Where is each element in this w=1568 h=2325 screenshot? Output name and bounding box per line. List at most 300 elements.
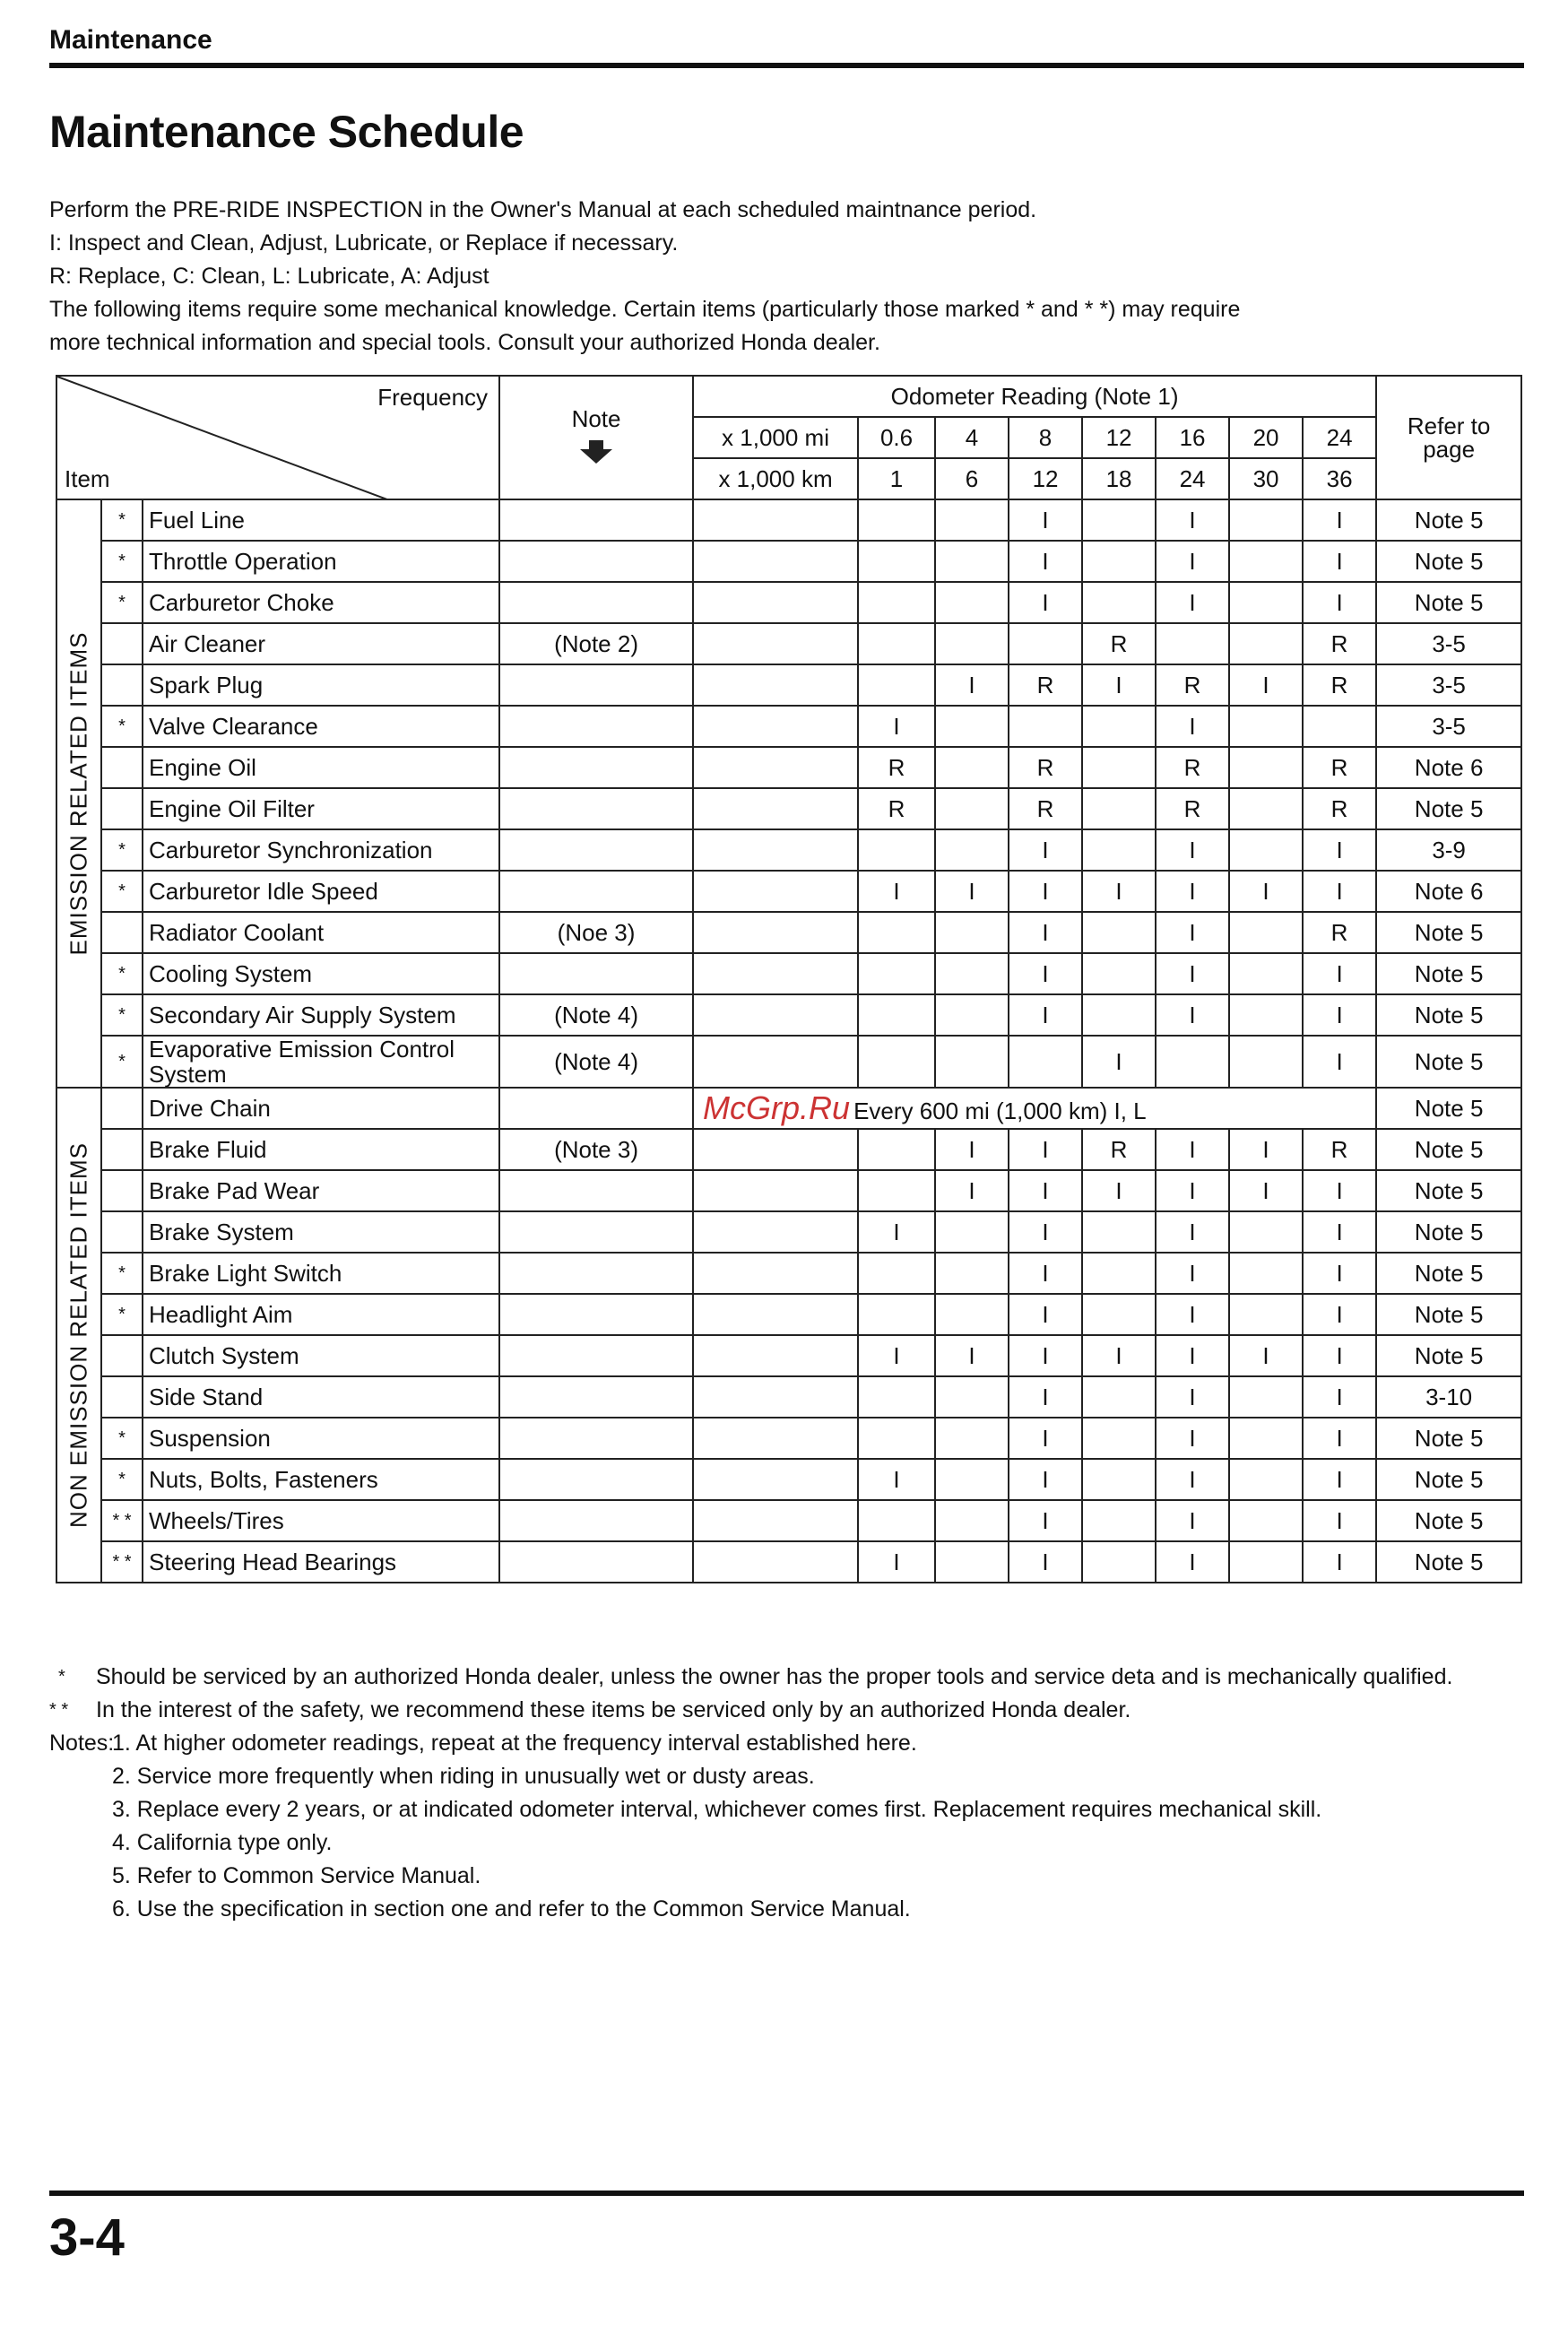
interval-cell [858, 1500, 935, 1541]
interval-cell [858, 953, 935, 994]
interval-cell [1082, 829, 1156, 871]
mi-value: 12 [1082, 417, 1156, 458]
interval-cell: I [1303, 994, 1376, 1036]
interval-cell: I [1009, 1500, 1082, 1541]
interval-cell: I [1156, 994, 1229, 1036]
interval-cell: I [1082, 664, 1156, 706]
interval-cell: I [1303, 953, 1376, 994]
interval-cell: R [1156, 664, 1229, 706]
interval-cell: I [858, 871, 935, 912]
interval-cell [1082, 1253, 1156, 1294]
interval-cell [1082, 994, 1156, 1036]
interval-cell [935, 1500, 1009, 1541]
note-cell [499, 706, 693, 747]
item-name: Nuts, Bolts, Fasteners [143, 1459, 499, 1500]
blank-cell [693, 1376, 858, 1418]
interval-cell: I [1156, 582, 1229, 623]
intro-line: Perform the PRE-RIDE INSPECTION in the Owner's Manual at each scheduled maintnance period. [49, 197, 1037, 222]
table-row [56, 1459, 1521, 1500]
item-name: Brake System [143, 1211, 499, 1253]
refer-page-cell: Note 5 [1376, 1088, 1521, 1129]
interval-cell [1082, 747, 1156, 788]
interval-cell: R [1303, 788, 1376, 829]
interval-cell [1082, 582, 1156, 623]
interval-cell [935, 994, 1009, 1036]
refer-page-cell: Note 5 [1376, 541, 1521, 582]
service-mark [101, 1335, 143, 1376]
interval-cell [1229, 953, 1303, 994]
note-cell [499, 871, 693, 912]
interval-cell [1082, 1459, 1156, 1500]
interval-cell: I [1156, 1129, 1229, 1170]
interval-cell: I [1303, 829, 1376, 871]
item-name: Valve Clearance [143, 706, 499, 747]
interval-cell [1009, 623, 1082, 664]
interval-cell: I [1303, 1294, 1376, 1335]
interval-cell: I [1156, 1211, 1229, 1253]
interval-cell: I [1303, 1036, 1376, 1088]
item-name: Air Cleaner [143, 623, 499, 664]
mi-value: 20 [1229, 417, 1303, 458]
interval-cell [1009, 706, 1082, 747]
interval-cell [1229, 541, 1303, 582]
mi-value: 0.6 [858, 417, 935, 458]
note-cell: (Noe 3) [499, 912, 693, 953]
interval-cell [1229, 1500, 1303, 1541]
note-cell: (Note 2) [499, 623, 693, 664]
service-mark: * [101, 1036, 143, 1088]
service-mark [101, 912, 143, 953]
frequency-label: Frequency [377, 384, 489, 411]
note-cell [499, 499, 693, 541]
interval-cell: R [858, 747, 935, 788]
table-row [56, 582, 1521, 623]
interval-cell: I [1009, 1335, 1082, 1376]
item-name: Engine Oil [143, 747, 499, 788]
note-cell [499, 788, 693, 829]
km-value: 18 [1082, 458, 1156, 499]
blank-cell [693, 623, 858, 664]
item-label: Item [65, 465, 110, 492]
item-name: Fuel Line [143, 499, 499, 541]
km-value: 12 [1009, 458, 1082, 499]
blank-cell [693, 1541, 858, 1583]
interval-cell [1082, 541, 1156, 582]
intro-line: R: Replace, C: Clean, L: Lubricate, A: Adjust [49, 264, 489, 289]
intro-line: more technical information and special tools. Consult your authorized Honda dealer. [49, 330, 880, 355]
interval-cell: I [1009, 499, 1082, 541]
blank-cell [693, 1335, 858, 1376]
interval-cell [935, 623, 1009, 664]
blank-cell [693, 1500, 858, 1541]
item-name: Engine Oil Filter [143, 788, 499, 829]
interval-cell: I [1303, 871, 1376, 912]
footnote-double-star [49, 1694, 1555, 1727]
interval-cell [1082, 1211, 1156, 1253]
interval-cell [935, 1294, 1009, 1335]
item-name: Spark Plug [143, 664, 499, 706]
note-cell [499, 1335, 693, 1376]
blank-cell [693, 1459, 858, 1500]
blank-cell [693, 1418, 858, 1459]
table-row [56, 1211, 1521, 1253]
table-row [56, 871, 1521, 912]
interval-cell [1229, 1376, 1303, 1418]
interval-cell: I [1229, 664, 1303, 706]
interval-cell: I [1303, 1211, 1376, 1253]
mi-value: 8 [1009, 417, 1082, 458]
interval-cell: I [1303, 1500, 1376, 1541]
note-cell [499, 1500, 693, 1541]
blank-cell [693, 747, 858, 788]
interval-cell [935, 829, 1009, 871]
note-cell [499, 953, 693, 994]
notes-label: Notes: [49, 1731, 115, 1756]
table-row [56, 1500, 1521, 1541]
table-row [56, 829, 1521, 871]
interval-cell: I [1009, 1418, 1082, 1459]
footnote-text: Should be serviced by an authorized Honda dealer, unless the owner has the proper tools and service deta and is mechanically qualified. [96, 1664, 1453, 1689]
note-cell [499, 1541, 693, 1583]
table-row [56, 1170, 1521, 1211]
interval-cell: I [1156, 1335, 1229, 1376]
interval-cell: I [1303, 1459, 1376, 1500]
service-mark: * [101, 829, 143, 871]
refer-page-cell: 3-9 [1376, 829, 1521, 871]
service-mark: * * [101, 1541, 143, 1583]
note-cell [499, 829, 693, 871]
refer-page-cell: Note 5 [1376, 1335, 1521, 1376]
service-mark: * [101, 994, 143, 1036]
refer-page-cell: Note 5 [1376, 1459, 1521, 1500]
interval-cell: I [858, 1459, 935, 1500]
item-name: Brake Pad Wear [143, 1170, 499, 1211]
service-mark: * [101, 953, 143, 994]
table-row [56, 706, 1521, 747]
blank-cell [693, 1129, 858, 1170]
interval-cell: I [1009, 829, 1082, 871]
item-name: Radiator Coolant [143, 912, 499, 953]
refer-page-cell: 3-5 [1376, 706, 1521, 747]
service-mark: * [101, 582, 143, 623]
interval-cell: I [1009, 912, 1082, 953]
item-name: Drive Chain [143, 1088, 499, 1129]
table-row [56, 664, 1521, 706]
refer-page-cell: Note 5 [1376, 912, 1521, 953]
schedule-rows [56, 499, 1521, 1583]
interval-cell [858, 664, 935, 706]
refer-page-cell: Note 5 [1376, 1541, 1521, 1583]
interval-cell: I [935, 664, 1009, 706]
interval-cell [858, 1253, 935, 1294]
interval-cell [858, 1170, 935, 1211]
note-cell: (Note 3) [499, 1129, 693, 1170]
interval-cell: I [1009, 871, 1082, 912]
service-mark [101, 747, 143, 788]
interval-cell: I [1156, 1376, 1229, 1418]
interval-cell: I [1156, 706, 1229, 747]
service-mark [101, 1088, 143, 1129]
interval-cell [935, 1253, 1009, 1294]
item-name: Carburetor Synchronization [143, 829, 499, 871]
mi-label: x 1,000 mi [693, 417, 858, 458]
service-mark [101, 1211, 143, 1253]
item-name: Side Stand [143, 1376, 499, 1418]
interval-cell: I [1156, 1541, 1229, 1583]
note-item: 6. Use the specification in section one and refer to the Common Service Manual. [112, 1896, 911, 1922]
service-mark: * [101, 1253, 143, 1294]
blank-cell [693, 664, 858, 706]
table-row [56, 912, 1521, 953]
interval-cell [935, 788, 1009, 829]
refer-page-cell: Note 5 [1376, 1170, 1521, 1211]
interval-cell: I [1156, 1418, 1229, 1459]
refer-page-cell: Note 5 [1376, 788, 1521, 829]
table-row [56, 1129, 1521, 1170]
interval-cell: I [1229, 1129, 1303, 1170]
interval-cell [1082, 1294, 1156, 1335]
service-mark: * [101, 871, 143, 912]
odometer-header: Odometer Reading (Note 1) [693, 376, 1376, 417]
interval-cell: I [1009, 953, 1082, 994]
refer-page-cell: Note 5 [1376, 1129, 1521, 1170]
interval-cell: I [1156, 912, 1229, 953]
interval-cell: R [1303, 1129, 1376, 1170]
interval-cell: I [1009, 1129, 1082, 1170]
interval-cell: I [1009, 1541, 1082, 1583]
item-name-line: Evaporative Emission Control [149, 1036, 455, 1063]
interval-cell [858, 1376, 935, 1418]
interval-cell [935, 912, 1009, 953]
footnote-single-star [49, 1661, 1555, 1694]
blank-cell [693, 1211, 858, 1253]
asterisk-mark: * [58, 1667, 65, 1687]
blank-cell [693, 912, 858, 953]
interval-cell: I [858, 706, 935, 747]
service-mark: * [101, 499, 143, 541]
interval-cell: R [1082, 1129, 1156, 1170]
interval-cell: I [1009, 1294, 1082, 1335]
group-label: NON EMISSION RELATED ITEMS [65, 1141, 92, 1529]
interval-cell [1229, 1541, 1303, 1583]
interval-cell: I [1082, 1036, 1156, 1088]
table-row [56, 1541, 1521, 1583]
note-cell [499, 1459, 693, 1500]
interval-cell: I [1082, 1170, 1156, 1211]
item-name: Carburetor Idle Speed [143, 871, 499, 912]
interval-cell [1229, 582, 1303, 623]
interval-cell [858, 1129, 935, 1170]
refer-page-cell: Note 5 [1376, 1211, 1521, 1253]
interval-cell: I [1009, 1459, 1082, 1500]
note-cell: (Note 4) [499, 994, 693, 1036]
interval-cell: I [858, 1541, 935, 1583]
interval-cell [1229, 1253, 1303, 1294]
refer-page-cell: Note 5 [1376, 1294, 1521, 1335]
refer-page-cell: Note 5 [1376, 1418, 1521, 1459]
interval-cell: I [1156, 871, 1229, 912]
interval-cell: I [1229, 1335, 1303, 1376]
blank-cell [693, 1036, 858, 1088]
note-cell [499, 1211, 693, 1253]
interval-cell: I [1156, 1253, 1229, 1294]
table-row [56, 1253, 1521, 1294]
mi-value: 24 [1303, 417, 1376, 458]
interval-cell [935, 706, 1009, 747]
interval-cell [1229, 1211, 1303, 1253]
interval-cell: R [1009, 664, 1082, 706]
interval-cell: I [1009, 1253, 1082, 1294]
service-mark [101, 1376, 143, 1418]
refer-page-cell: 3-5 [1376, 623, 1521, 664]
refer-page-cell: Note 5 [1376, 994, 1521, 1036]
note-cell [499, 1418, 693, 1459]
item-name: Carburetor Choke [143, 582, 499, 623]
intro-line: The following items require some mechanical knowledge. Certain items (particularly those marked * and * *) may require [49, 297, 1241, 322]
interval-cell [1082, 499, 1156, 541]
interval-cell [1229, 747, 1303, 788]
table-row [56, 1294, 1521, 1335]
note-item: 2. Service more frequently when riding in unusually wet or dusty areas. [112, 1764, 815, 1789]
interval-cell: I [1156, 829, 1229, 871]
note-cell [499, 1088, 693, 1129]
interval-cell [1082, 912, 1156, 953]
blank-cell [693, 541, 858, 582]
interval-cell [1156, 623, 1229, 664]
table-row [56, 1418, 1521, 1459]
interval-cell [935, 747, 1009, 788]
table-row [56, 1376, 1521, 1418]
interval-text: Every 600 mi (1,000 km) I, L [853, 1097, 1147, 1124]
note-item: 4. California type only. [112, 1830, 333, 1855]
double-asterisk-mark: * * [49, 1700, 69, 1720]
interval-cell [1229, 1036, 1303, 1088]
interval-cell: I [1009, 1376, 1082, 1418]
item-name: Clutch System [143, 1335, 499, 1376]
item-name: Headlight Aim [143, 1294, 499, 1335]
blank-cell [693, 706, 858, 747]
section-label: Maintenance [49, 25, 212, 55]
interval-cell: R [1303, 912, 1376, 953]
bottom-rule [49, 2191, 1524, 2196]
table-row [56, 1335, 1521, 1376]
refer-page-cell: Note 6 [1376, 871, 1521, 912]
interval-cell [1229, 788, 1303, 829]
interval-cell: I [1156, 1294, 1229, 1335]
interval-cell [1082, 1500, 1156, 1541]
table-row [56, 1088, 1521, 1129]
interval-cell: R [1082, 623, 1156, 664]
interval-cell: I [1303, 1418, 1376, 1459]
interval-cell: I [1009, 1170, 1082, 1211]
interval-cell [858, 1294, 935, 1335]
interval-cell: I [1229, 871, 1303, 912]
table-row [56, 623, 1521, 664]
service-mark [101, 623, 143, 664]
note-cell: (Note 4) [499, 1036, 693, 1088]
item-name-line: System [149, 1061, 227, 1088]
service-mark [101, 1129, 143, 1170]
blank-cell [693, 994, 858, 1036]
interval-cell: I [858, 1335, 935, 1376]
interval-cell [1009, 1036, 1082, 1088]
blank-cell [693, 1253, 858, 1294]
note-item: 1. At higher odometer readings, repeat at the frequency interval established here. [112, 1731, 917, 1756]
interval-cell: R [1303, 664, 1376, 706]
note-cell [499, 582, 693, 623]
table-row [56, 994, 1521, 1036]
interval-cell [1082, 953, 1156, 994]
note-cell [499, 1294, 693, 1335]
interval-cell: R [1303, 623, 1376, 664]
refer-page-cell: 3-5 [1376, 664, 1521, 706]
note-cell [499, 541, 693, 582]
interval-cell: I [1303, 1335, 1376, 1376]
interval-cell [1303, 706, 1376, 747]
frequency-item-header [56, 376, 499, 499]
interval-cell: I [1009, 582, 1082, 623]
drive-chain-interval [693, 1088, 1376, 1129]
interval-cell [858, 582, 935, 623]
service-mark: * [101, 1418, 143, 1459]
refer-header: Refer to page [1376, 376, 1521, 499]
note-item: 3. Replace every 2 years, or at indicated odometer interval, whichever comes first. Replacement requires mechanical skill. [112, 1797, 1322, 1822]
interval-cell: R [1156, 788, 1229, 829]
note-label: Note [571, 405, 621, 432]
maintenance-schedule-table [56, 375, 1522, 1583]
km-value: 36 [1303, 458, 1376, 499]
note-header [499, 376, 693, 499]
blank-cell [693, 499, 858, 541]
mi-value: 4 [935, 417, 1009, 458]
interval-cell [935, 499, 1009, 541]
interval-cell: I [1009, 994, 1082, 1036]
interval-cell [858, 623, 935, 664]
refer-page-cell: Note 5 [1376, 1253, 1521, 1294]
interval-cell: R [1156, 747, 1229, 788]
table-row [56, 499, 1521, 541]
interval-cell: I [1156, 1170, 1229, 1211]
interval-cell [1229, 1459, 1303, 1500]
item-name: Cooling System [143, 953, 499, 994]
note-cell [499, 747, 693, 788]
interval-cell: I [858, 1211, 935, 1253]
service-mark [101, 788, 143, 829]
note-cell [499, 1170, 693, 1211]
interval-cell [1229, 623, 1303, 664]
service-mark: * [101, 706, 143, 747]
table-row [56, 1036, 1521, 1088]
interval-cell: I [935, 1170, 1009, 1211]
refer-page-cell: Note 5 [1376, 582, 1521, 623]
interval-cell: R [1009, 788, 1082, 829]
interval-cell: I [1009, 541, 1082, 582]
interval-cell: I [1303, 541, 1376, 582]
item-name [143, 1036, 499, 1088]
table-row [56, 788, 1521, 829]
interval-cell: I [1009, 1211, 1082, 1253]
interval-cell [1082, 1376, 1156, 1418]
interval-cell [1229, 1294, 1303, 1335]
km-label: x 1,000 km [693, 458, 858, 499]
interval-cell: I [1303, 582, 1376, 623]
interval-cell [935, 953, 1009, 994]
interval-cell [1082, 1541, 1156, 1583]
km-value: 24 [1156, 458, 1229, 499]
interval-cell: I [1156, 541, 1229, 582]
item-name: Throttle Operation [143, 541, 499, 582]
note-item: 5. Refer to Common Service Manual. [112, 1863, 481, 1888]
